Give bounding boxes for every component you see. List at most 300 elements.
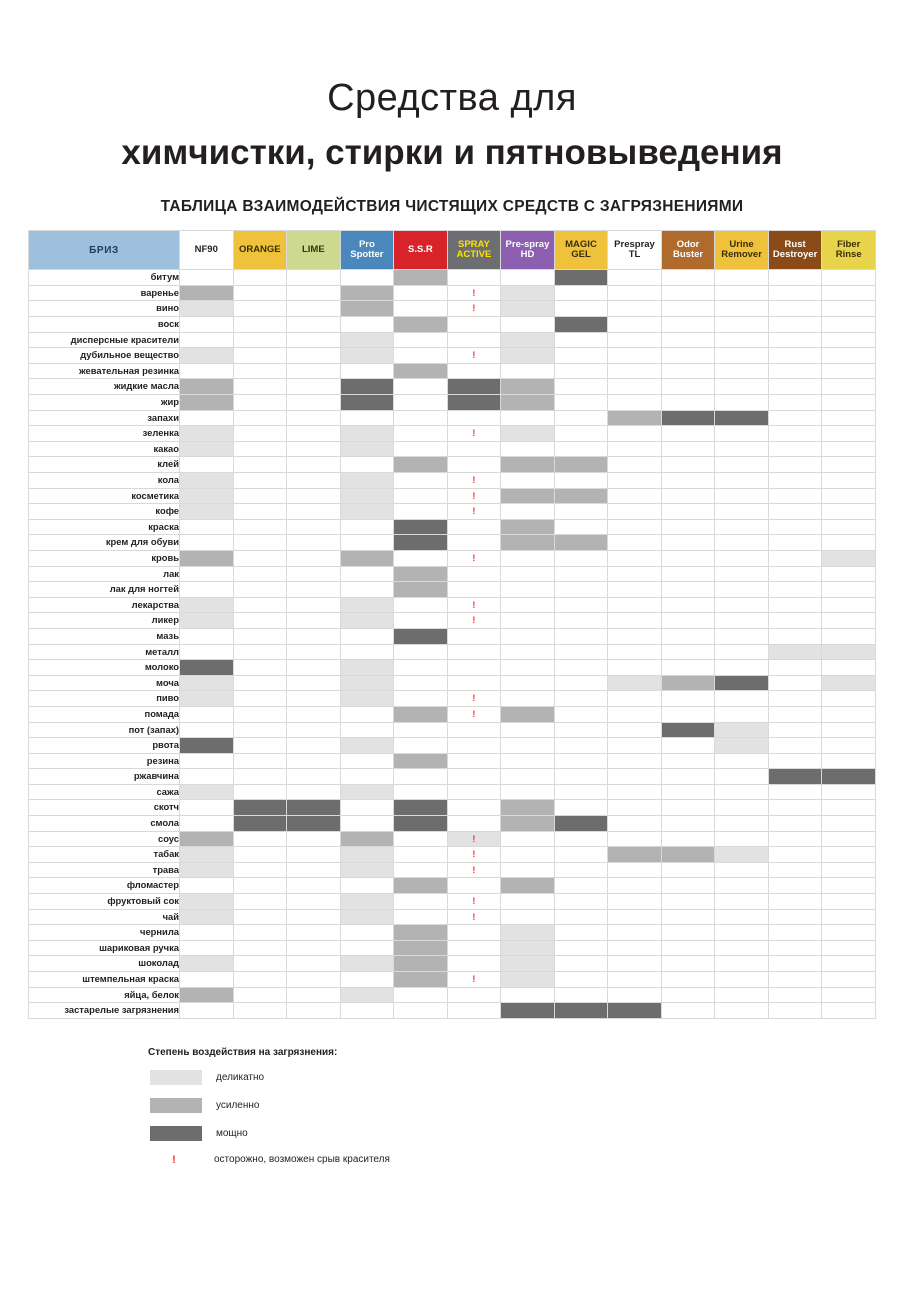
matrix-cell xyxy=(715,301,769,317)
matrix-cell xyxy=(768,644,822,660)
row-label: пот (запах) xyxy=(29,722,180,738)
matrix-cell xyxy=(554,613,608,629)
warning-icon: ! xyxy=(172,1153,176,1166)
matrix-cell xyxy=(394,332,448,348)
matrix-cell xyxy=(233,847,287,863)
matrix-cell xyxy=(768,379,822,395)
matrix-cell xyxy=(233,691,287,707)
matrix-cell xyxy=(180,831,234,847)
matrix-cell xyxy=(768,909,822,925)
matrix-cell xyxy=(233,831,287,847)
row-label: лак xyxy=(29,566,180,582)
matrix-cell xyxy=(554,550,608,566)
matrix-cell xyxy=(180,457,234,473)
matrix-cell xyxy=(768,504,822,520)
row-label: сажа xyxy=(29,784,180,800)
matrix-cell xyxy=(447,410,501,426)
matrix-cell xyxy=(608,270,662,286)
matrix-cell xyxy=(768,550,822,566)
matrix-cell xyxy=(608,379,662,395)
matrix-cell xyxy=(287,972,341,988)
matrix-cell xyxy=(340,597,394,613)
row-label: шоколад xyxy=(29,956,180,972)
matrix-cell xyxy=(822,862,876,878)
matrix-cell xyxy=(715,706,769,722)
matrix-cell xyxy=(608,800,662,816)
table-row xyxy=(29,519,876,535)
matrix-cell xyxy=(554,847,608,863)
matrix-cell xyxy=(822,738,876,754)
matrix-cell xyxy=(715,519,769,535)
matrix-cell xyxy=(554,426,608,442)
matrix-cell xyxy=(501,644,555,660)
warning-icon: ! xyxy=(472,475,476,486)
matrix-cell xyxy=(768,566,822,582)
row-label: чай xyxy=(29,909,180,925)
matrix-cell xyxy=(233,956,287,972)
matrix-cell xyxy=(822,535,876,551)
matrix-cell xyxy=(180,628,234,644)
matrix-cell xyxy=(822,644,876,660)
matrix-cell xyxy=(554,972,608,988)
matrix-cell xyxy=(233,519,287,535)
matrix-cell xyxy=(447,426,501,442)
matrix-cell xyxy=(340,753,394,769)
matrix-cell xyxy=(287,348,341,364)
matrix-cell xyxy=(340,847,394,863)
matrix-cell xyxy=(180,473,234,489)
matrix-cell xyxy=(661,301,715,317)
matrix-cell xyxy=(608,784,662,800)
matrix-cell xyxy=(233,784,287,800)
matrix-cell xyxy=(340,566,394,582)
matrix-cell xyxy=(715,426,769,442)
row-label: металл xyxy=(29,644,180,660)
table-row xyxy=(29,1003,876,1019)
legend-items xyxy=(148,1070,904,1141)
matrix-cell xyxy=(233,738,287,754)
matrix-cell xyxy=(180,504,234,520)
matrix-cell xyxy=(608,878,662,894)
matrix-cell xyxy=(394,348,448,364)
matrix-cell xyxy=(233,613,287,629)
matrix-cell xyxy=(661,441,715,457)
matrix-cell xyxy=(661,847,715,863)
matrix-cell xyxy=(394,940,448,956)
matrix-cell xyxy=(822,1003,876,1019)
matrix-cell xyxy=(661,317,715,333)
matrix-cell xyxy=(394,753,448,769)
matrix-cell xyxy=(661,644,715,660)
table-row xyxy=(29,301,876,317)
matrix-cell xyxy=(661,722,715,738)
matrix-cell xyxy=(501,519,555,535)
matrix-cell xyxy=(180,862,234,878)
matrix-cell xyxy=(608,441,662,457)
matrix-cell xyxy=(180,426,234,442)
matrix-cell xyxy=(447,301,501,317)
matrix-cell xyxy=(501,987,555,1003)
matrix-cell xyxy=(340,270,394,286)
matrix-cell xyxy=(394,769,448,785)
matrix-cell xyxy=(233,550,287,566)
matrix-cell xyxy=(340,925,394,941)
matrix-cell xyxy=(394,816,448,832)
matrix-cell xyxy=(233,473,287,489)
matrix-cell xyxy=(715,660,769,676)
matrix-cell xyxy=(287,582,341,598)
matrix-cell xyxy=(608,457,662,473)
matrix-cell xyxy=(233,488,287,504)
matrix-cell xyxy=(447,738,501,754)
table-row xyxy=(29,940,876,956)
matrix-cell xyxy=(822,816,876,832)
matrix-cell xyxy=(340,706,394,722)
row-label: вино xyxy=(29,301,180,317)
matrix-cell xyxy=(180,332,234,348)
matrix-cell xyxy=(768,987,822,1003)
matrix-cell xyxy=(608,753,662,769)
matrix-cell xyxy=(768,441,822,457)
matrix-cell xyxy=(447,972,501,988)
matrix-cell xyxy=(768,769,822,785)
table-row xyxy=(29,738,876,754)
matrix-cell xyxy=(447,862,501,878)
warning-icon: ! xyxy=(472,615,476,626)
matrix-cell xyxy=(287,426,341,442)
matrix-cell xyxy=(608,909,662,925)
matrix-cell xyxy=(608,504,662,520)
matrix-cell xyxy=(287,488,341,504)
table-row xyxy=(29,379,876,395)
table-row xyxy=(29,722,876,738)
matrix-cell xyxy=(394,660,448,676)
matrix-cell xyxy=(233,535,287,551)
matrix-cell xyxy=(287,816,341,832)
matrix-cell xyxy=(233,301,287,317)
matrix-cell xyxy=(447,660,501,676)
matrix-cell xyxy=(501,348,555,364)
matrix-cell xyxy=(768,301,822,317)
matrix-cell xyxy=(501,925,555,941)
matrix-cell xyxy=(447,566,501,582)
matrix-cell xyxy=(501,1003,555,1019)
matrix-cell xyxy=(180,582,234,598)
table-row xyxy=(29,800,876,816)
matrix-cell xyxy=(447,488,501,504)
matrix-cell xyxy=(340,956,394,972)
matrix-cell xyxy=(501,675,555,691)
matrix-cell xyxy=(340,1003,394,1019)
matrix-cell xyxy=(554,566,608,582)
matrix-cell xyxy=(608,473,662,489)
matrix-cell xyxy=(822,566,876,582)
matrix-cell xyxy=(447,644,501,660)
legend-item xyxy=(148,1070,904,1085)
matrix-cell xyxy=(661,270,715,286)
row-label: жир xyxy=(29,395,180,411)
matrix-cell xyxy=(287,613,341,629)
matrix-cell xyxy=(715,317,769,333)
row-label: битум xyxy=(29,270,180,286)
table-row xyxy=(29,426,876,442)
matrix-cell xyxy=(340,348,394,364)
matrix-cell xyxy=(180,285,234,301)
matrix-cell xyxy=(233,1003,287,1019)
matrix-cell xyxy=(715,597,769,613)
matrix-cell xyxy=(715,862,769,878)
matrix-cell xyxy=(340,769,394,785)
matrix-cell xyxy=(501,410,555,426)
matrix-cell xyxy=(768,597,822,613)
matrix-cell xyxy=(661,504,715,520)
matrix-cell xyxy=(233,395,287,411)
matrix-cell xyxy=(661,379,715,395)
matrix-cell xyxy=(501,613,555,629)
matrix-cell xyxy=(394,566,448,582)
matrix-cell xyxy=(715,847,769,863)
matrix-cell xyxy=(340,317,394,333)
matrix-cell xyxy=(554,270,608,286)
matrix-col-header: Fiber Rinse xyxy=(822,231,876,270)
matrix-cell xyxy=(768,613,822,629)
matrix-cell xyxy=(768,800,822,816)
matrix-cell xyxy=(501,972,555,988)
matrix-cell xyxy=(715,582,769,598)
matrix-cell xyxy=(180,722,234,738)
matrix-cell xyxy=(768,582,822,598)
row-label: ржавчина xyxy=(29,769,180,785)
matrix-cell xyxy=(447,317,501,333)
matrix-cell xyxy=(822,332,876,348)
matrix-col-header: S.S.R xyxy=(394,231,448,270)
row-label: резина xyxy=(29,753,180,769)
matrix-cell xyxy=(822,301,876,317)
matrix-cell xyxy=(715,550,769,566)
matrix-cell xyxy=(180,940,234,956)
matrix-cell xyxy=(394,457,448,473)
row-label: клей xyxy=(29,457,180,473)
matrix-cell xyxy=(287,597,341,613)
matrix-cell xyxy=(661,410,715,426)
row-label: чернила xyxy=(29,925,180,941)
matrix-cell xyxy=(608,597,662,613)
matrix-cell xyxy=(822,317,876,333)
matrix-cell xyxy=(608,535,662,551)
matrix-cell xyxy=(608,317,662,333)
matrix-cell xyxy=(340,582,394,598)
matrix-cell xyxy=(447,769,501,785)
matrix-cell xyxy=(715,473,769,489)
legend-warning-row xyxy=(148,1154,904,1166)
matrix-cell xyxy=(608,363,662,379)
matrix-cell xyxy=(180,566,234,582)
matrix-cell xyxy=(661,816,715,832)
matrix-cell xyxy=(768,831,822,847)
warning-icon: ! xyxy=(472,552,476,563)
matrix-cell xyxy=(768,925,822,941)
matrix-cell xyxy=(394,722,448,738)
matrix-cell xyxy=(661,628,715,644)
matrix-cell xyxy=(394,831,448,847)
matrix-cell xyxy=(340,972,394,988)
matrix-cell xyxy=(340,800,394,816)
matrix-cell xyxy=(661,582,715,598)
table-row xyxy=(29,613,876,629)
matrix-cell xyxy=(715,769,769,785)
matrix-cell xyxy=(287,691,341,707)
matrix-cell xyxy=(661,800,715,816)
matrix-cell xyxy=(822,956,876,972)
matrix-cell xyxy=(822,909,876,925)
matrix-cell xyxy=(180,769,234,785)
matrix-cell xyxy=(554,660,608,676)
matrix-cell xyxy=(447,831,501,847)
matrix-cell xyxy=(822,395,876,411)
warning-icon: ! xyxy=(472,974,476,985)
matrix-cell xyxy=(501,691,555,707)
matrix-cell xyxy=(394,972,448,988)
table-row xyxy=(29,285,876,301)
matrix-cell xyxy=(501,940,555,956)
matrix-cell xyxy=(340,535,394,551)
table-row xyxy=(29,550,876,566)
matrix-cell xyxy=(340,644,394,660)
matrix-cell xyxy=(447,956,501,972)
row-label: жевательная резинка xyxy=(29,363,180,379)
matrix-cell xyxy=(661,753,715,769)
matrix-cell xyxy=(394,987,448,1003)
matrix-cell xyxy=(233,816,287,832)
matrix-cell xyxy=(661,597,715,613)
matrix-cell xyxy=(394,738,448,754)
warning-icon: ! xyxy=(472,833,476,844)
matrix-cell xyxy=(554,457,608,473)
matrix-cell xyxy=(501,363,555,379)
matrix-cell xyxy=(340,379,394,395)
matrix-cell xyxy=(501,317,555,333)
matrix-cell xyxy=(394,363,448,379)
table-row xyxy=(29,644,876,660)
warning-icon: ! xyxy=(472,708,476,719)
matrix-header xyxy=(29,231,876,270)
matrix-cell xyxy=(822,660,876,676)
matrix-cell xyxy=(447,457,501,473)
matrix-cell xyxy=(287,675,341,691)
matrix-cell xyxy=(554,862,608,878)
legend-label: мощно xyxy=(216,1127,248,1139)
legend-label: деликатно xyxy=(216,1071,265,1083)
row-label: фруктовый сок xyxy=(29,894,180,910)
matrix-cell xyxy=(394,379,448,395)
matrix-cell xyxy=(287,473,341,489)
matrix-cell xyxy=(340,426,394,442)
matrix-cell xyxy=(447,550,501,566)
matrix-cell xyxy=(554,285,608,301)
table-row xyxy=(29,488,876,504)
table-row xyxy=(29,270,876,286)
matrix-cell xyxy=(287,550,341,566)
matrix-cell xyxy=(180,753,234,769)
matrix-cell xyxy=(501,909,555,925)
matrix-cell xyxy=(715,800,769,816)
matrix-cell xyxy=(822,831,876,847)
matrix-cell xyxy=(340,457,394,473)
matrix-cell xyxy=(554,909,608,925)
matrix-cell xyxy=(715,613,769,629)
matrix-cell xyxy=(715,566,769,582)
matrix-cell xyxy=(447,1003,501,1019)
matrix-cell xyxy=(180,441,234,457)
matrix-cell xyxy=(180,535,234,551)
matrix-cell xyxy=(287,660,341,676)
matrix-cell xyxy=(768,332,822,348)
matrix-cell xyxy=(768,972,822,988)
matrix-cell xyxy=(822,675,876,691)
matrix-cell xyxy=(447,363,501,379)
row-label: пиво xyxy=(29,691,180,707)
matrix-cell xyxy=(394,613,448,629)
matrix-cell xyxy=(287,753,341,769)
matrix-cell xyxy=(287,769,341,785)
matrix-cell xyxy=(554,379,608,395)
matrix-cell xyxy=(447,691,501,707)
matrix-cell xyxy=(501,738,555,754)
matrix-cell xyxy=(501,441,555,457)
matrix-cell xyxy=(447,628,501,644)
matrix-cell xyxy=(180,270,234,286)
matrix-cell xyxy=(180,784,234,800)
page-subtitle: ТАБЛИЦА ВЗАИМОДЕЙСТВИЯ ЧИСТЯЩИХ СРЕДСТВ С ЗАГРЯЗНЕНИЯМИ xyxy=(160,198,744,216)
matrix-cell xyxy=(233,285,287,301)
matrix-cell xyxy=(501,800,555,816)
matrix-cell xyxy=(554,317,608,333)
matrix-cell xyxy=(180,550,234,566)
matrix-cell xyxy=(501,722,555,738)
matrix-cell xyxy=(768,628,822,644)
matrix-cell xyxy=(340,519,394,535)
matrix-col-header: LIME xyxy=(287,231,341,270)
matrix-cell xyxy=(340,395,394,411)
matrix-cell xyxy=(822,550,876,566)
matrix-cell xyxy=(447,613,501,629)
warning-icon: ! xyxy=(472,490,476,501)
table-row xyxy=(29,784,876,800)
matrix-cell xyxy=(394,441,448,457)
legend-swatch xyxy=(150,1098,202,1113)
matrix-cell xyxy=(394,301,448,317)
matrix-cell xyxy=(768,940,822,956)
row-label: дисперсные красители xyxy=(29,332,180,348)
matrix-cell xyxy=(180,301,234,317)
matrix-cell xyxy=(715,379,769,395)
matrix-cell xyxy=(661,862,715,878)
matrix-cell xyxy=(661,550,715,566)
matrix-cell xyxy=(447,395,501,411)
matrix-cell xyxy=(768,395,822,411)
warning-icon: ! xyxy=(472,287,476,298)
matrix-cell xyxy=(768,894,822,910)
table-row xyxy=(29,925,876,941)
matrix-cell xyxy=(715,410,769,426)
matrix-cell xyxy=(608,816,662,832)
matrix-cell xyxy=(501,285,555,301)
matrix-cell xyxy=(180,894,234,910)
row-label: моча xyxy=(29,675,180,691)
matrix-cell xyxy=(554,878,608,894)
matrix-cell xyxy=(180,379,234,395)
warning-icon: ! xyxy=(472,693,476,704)
